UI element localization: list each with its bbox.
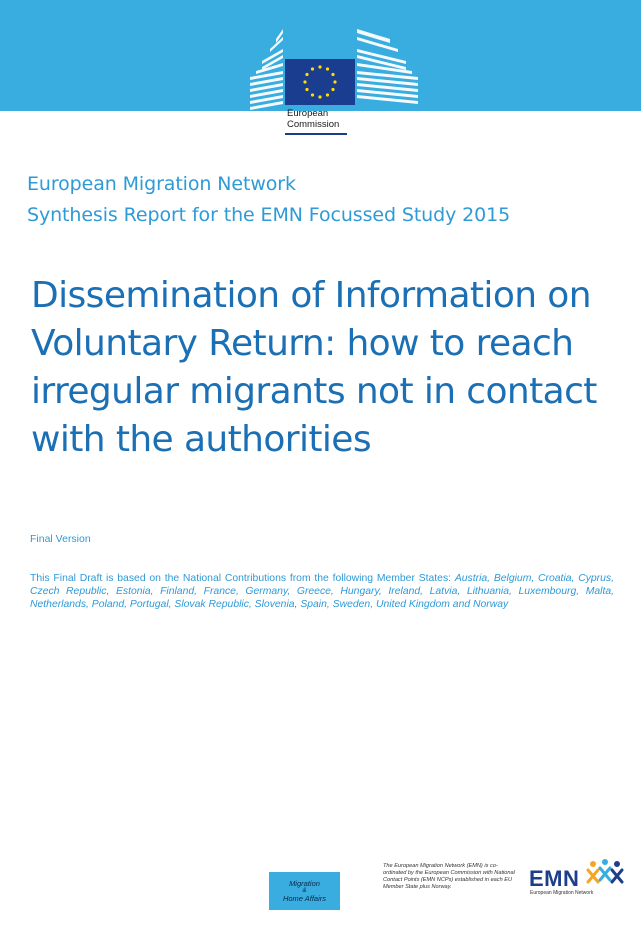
dg-line-1: Migration <box>289 879 320 888</box>
logo-underline <box>285 133 347 135</box>
report-type: Synthesis Report for the EMN Focussed Study 2015 <box>27 204 511 226</box>
emn-coordination-note: The European Migration Network (EMN) is co-ordinated by the European Commission with National Contact Points (EMN NCPs) established in each EU Member State plus Norway. <box>383 863 515 890</box>
contributions-paragraph <box>30 572 614 611</box>
emn-logo-text: EMN <box>529 866 580 891</box>
network-name: European Migration Network <box>27 173 296 195</box>
commission-wordmark-line1: European <box>287 108 329 119</box>
emn-people-icon <box>585 858 625 888</box>
dg-line-3: Home Affairs <box>282 894 327 903</box>
title-line-4: with the authorities <box>31 419 372 460</box>
member-states-list: Austria, Belgium, Croatia, Cyprus, Czech Republic, Estonia, Finland, France, Germany, Greece, Hungary, Ireland, Latvia, Lithuania, Luxembourg, Malta, Netherlands, Poland, Portugal, Slovak Republic, Slovenia, Spain, Sweden, United Kingdom and Norway <box>30 573 614 610</box>
title-line-2: Voluntary Return: how to reach <box>31 323 574 364</box>
document-title <box>31 272 631 464</box>
eu-flag-icon <box>250 27 418 111</box>
dg-line-2: & <box>302 888 307 894</box>
commission-wordmark-line2: Commission <box>287 119 340 130</box>
version-label: Final Version <box>30 533 91 545</box>
migration-home-affairs-box <box>269 872 340 910</box>
title-line-1: Dissemination of Information on <box>31 275 591 316</box>
commission-wordmark <box>287 108 339 130</box>
contributions-intro: This Final Draft is based on the National Contributions from the following Member States: <box>30 573 452 584</box>
emn-logo-subtitle: European Migration Network <box>530 890 594 896</box>
emn-logo <box>529 858 629 900</box>
title-line-3: irregular migrants not in contact <box>31 371 597 412</box>
